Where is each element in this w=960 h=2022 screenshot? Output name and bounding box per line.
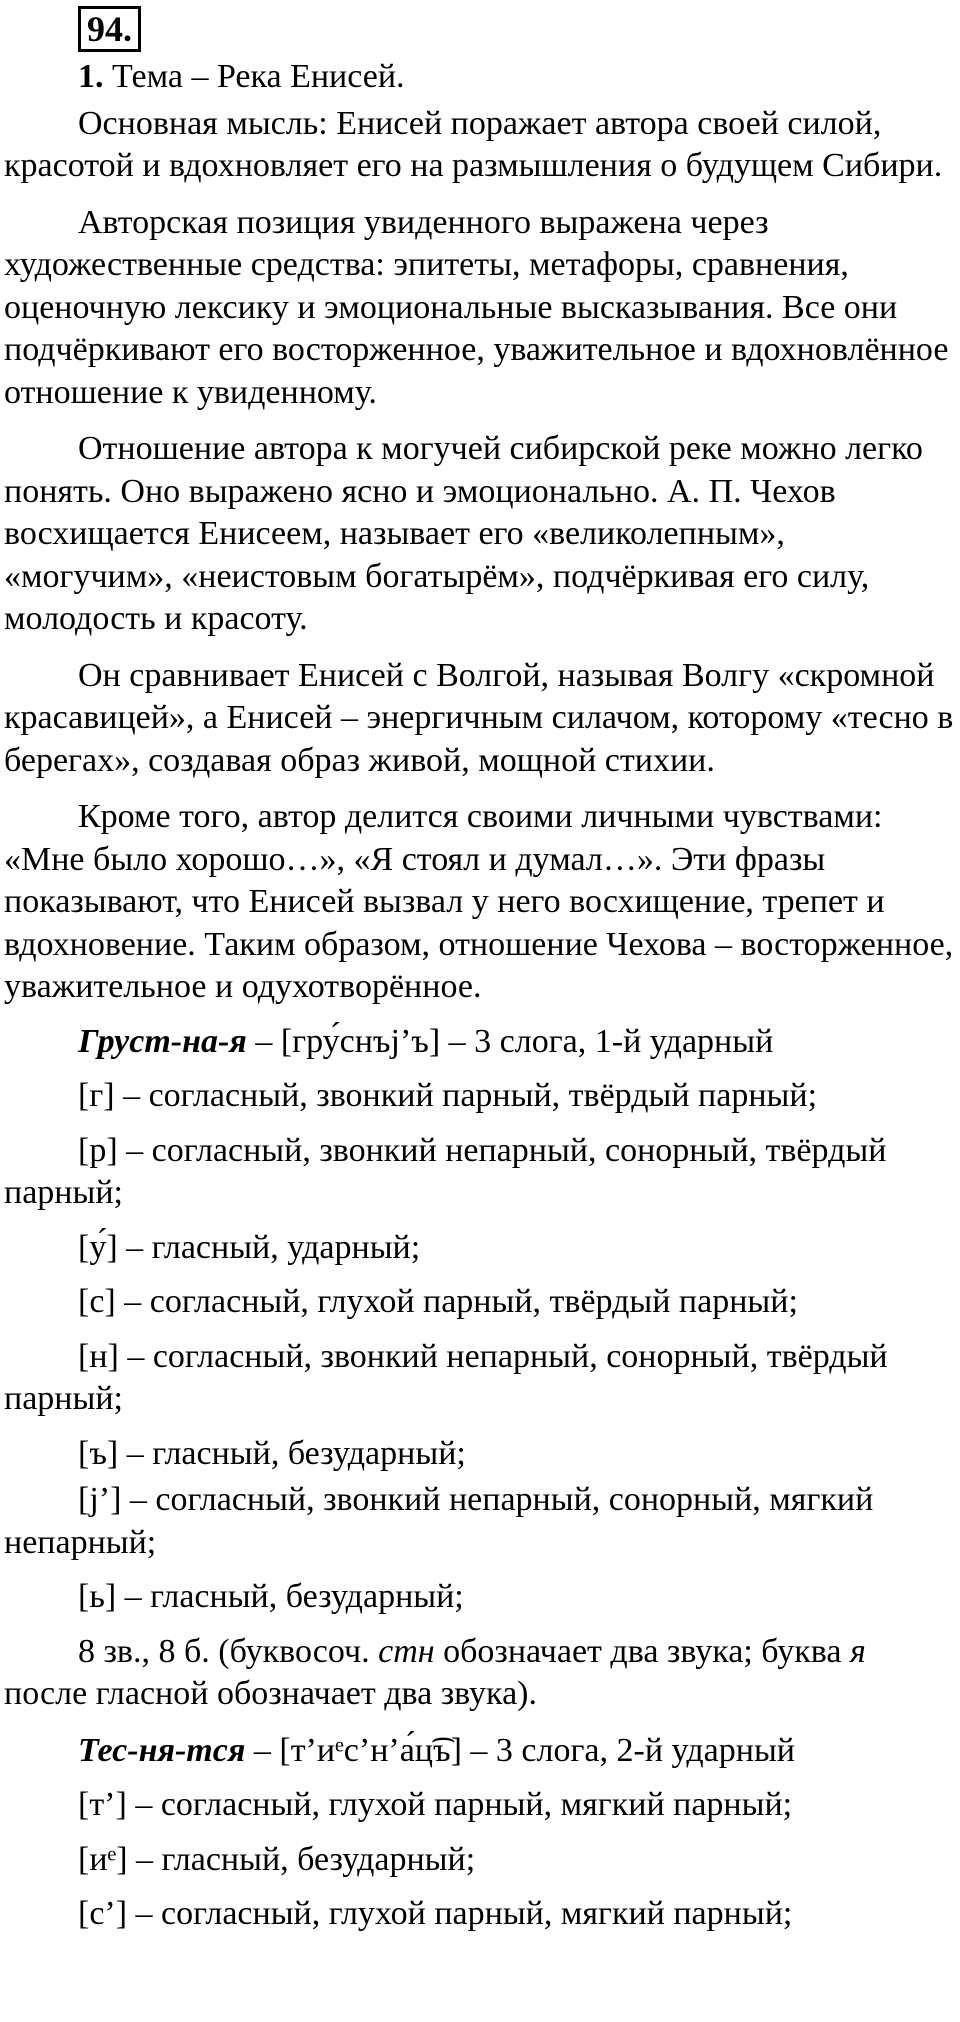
feelings-paragraph: Кроме того, автор делится своими личными чувствами: «Мне было хорошо…», «Я стоял и думал…». Эти фразы показывают, что Енисей вызвал у него восхищение, трепет и вдохновение. Таким образом, отношение Чехова – восторженное, уважительное и одухотворённое. bbox=[4, 798, 954, 1005]
sound-line: [ъ] – гласный, безударный; bbox=[78, 1434, 466, 1472]
sound-line: [н] – согласный, звонкий непарный, сонорный, твёрдый парный; bbox=[4, 1337, 888, 1417]
word2-transcription: – [т’иᵉс’н’а́ц͡ъ] – 3 слога, 2-й ударный bbox=[245, 1731, 796, 1769]
main-idea-paragraph: Основная мысль: Енисей поражает автора своей силой, красотой и вдохновляет его на размышления о будущем Сибири. bbox=[4, 104, 943, 184]
word2-analysis-line bbox=[4, 1730, 956, 1773]
comparison-paragraph: Он сравнивает Енисей с Волгой, называя Волгу «скромной красавицей», а Енисей – энергичным силачом, которому «тесно в берегах», создавая образ живой, мощной стихии. bbox=[4, 656, 954, 779]
topic-label: 1. bbox=[78, 58, 104, 95]
word1-analysis-line bbox=[4, 1021, 956, 1064]
sound-line: [ь] – гласный, безударный; bbox=[78, 1578, 464, 1615]
sound-line: [с] – согласный, глухой парный, твёрдый парный; bbox=[78, 1283, 798, 1320]
letter-combination: стн bbox=[378, 1632, 435, 1670]
topic-text: Тема – Река Енисей. bbox=[103, 58, 405, 95]
attitude-paragraph: Отношение автора к могучей сибирской реке можно легко понять. Оно выражено ясно и эмоционально. А. П. Чехов восхищается Енисеем, называет его «великолепным», «могучим», «неистовым богатырём», подчёркивая его силу, молодость и красоту. bbox=[4, 430, 923, 637]
sound-line: [у́] – гласный, ударный; bbox=[78, 1228, 421, 1266]
sound-line: [т’] – согласный, глухой парный, мягкий парный; bbox=[78, 1786, 793, 1823]
author-position-paragraph: Авторская позиция увиденного выражена через художественные средства: эпитеты, метафоры, сравнения, оценочную лексику и эмоциональные высказывания. Все они подчёркивают его восторженное, уважительное и вдохновлённое отношение к увиденному. bbox=[4, 203, 949, 411]
letter-ya: я bbox=[850, 1632, 866, 1670]
word1-transcription: – [гру́снъj’ъ] – 3 слога, 1-й ударный bbox=[246, 1022, 774, 1060]
exercise-number-box: 94. bbox=[78, 6, 141, 52]
sound-line: [р] – согласный, звонкий непарный, сонорный, твёрдый парный; bbox=[4, 1131, 887, 1211]
word2-syllables: Тес-ня-тся bbox=[78, 1731, 246, 1769]
word1-summary: 8 зв., 8 б. (буквосоч. стн обозначает два звука; буква я после гласной обозначает два звука). bbox=[4, 1632, 866, 1712]
sound-line: [j’] – согласный, звонкий непарный, сонорный, мягкий непарный; bbox=[4, 1481, 874, 1561]
sound-line: [с’] – согласный, глухой парный, мягкий парный; bbox=[78, 1895, 793, 1932]
sound-line: [г] – согласный, звонкий парный, твёрдый парный; bbox=[78, 1077, 818, 1114]
document-page bbox=[4, 6, 956, 1936]
topic-line bbox=[4, 56, 956, 99]
sound-line: [иᵉ] – гласный, безударный; bbox=[78, 1840, 476, 1878]
word1-syllables: Груст-на-я bbox=[78, 1022, 247, 1060]
